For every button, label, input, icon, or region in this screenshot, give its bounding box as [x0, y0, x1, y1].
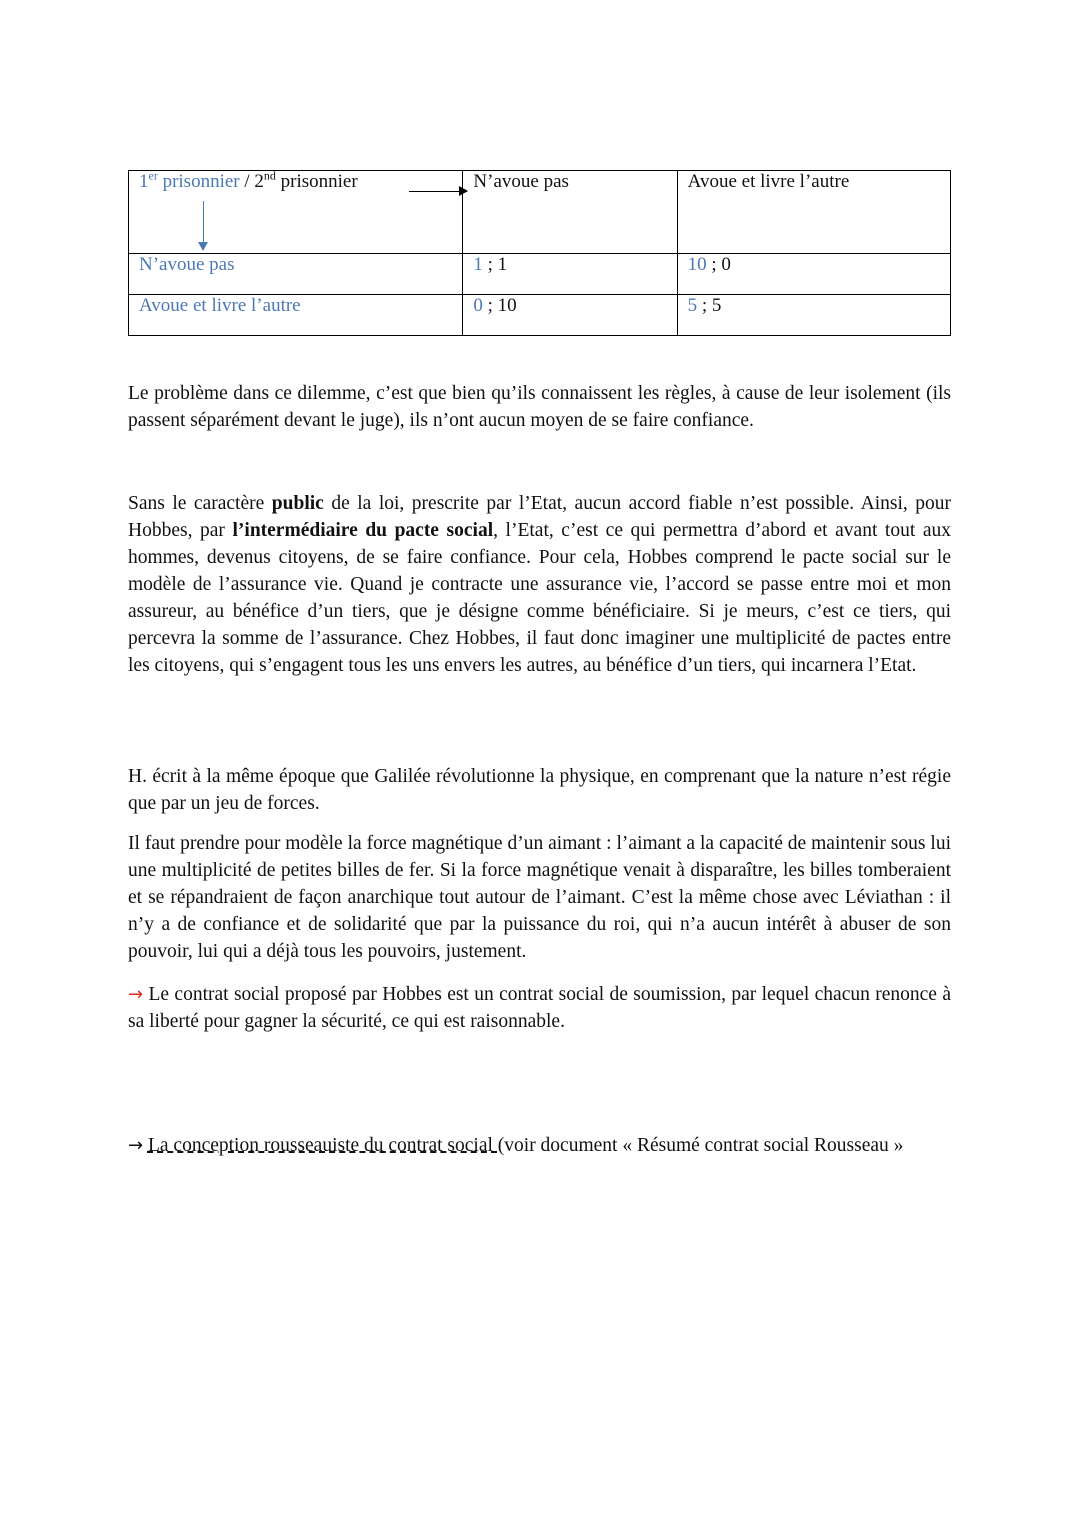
paragraph-public-law: Sans le caractère public de la loi, prescrite par l’Etat, aucun accord fiable n’est possible. Ainsi, pour Hobbes, par l’intermédiaire du pacte social, l’Etat, c’est ce qui permettra d’abord et avant tout aux hommes, devenus citoyens, de se faire confiance. Pour cela, Hobbes comprend le pacte social sur le modèle de l’assurance vie. Quand je contracte une assurance vie, l’accord se passe entre moi et mon assureur, au bénéfice d’un tiers, que je désigne comme bénéficiaire. Si je meurs, c’est ce tiers, qui percevra la somme de l’assurance. Chez Hobbes, il faut donc imaginer une multiplicité de pactes entre les citoyens, qui s’engagent tous les uns envers les autres, au bénéfice d’un tiers, qui incarnera l’Etat. — [128, 493, 951, 676]
table-header-row — [129, 171, 951, 254]
arrow-icon: → — [128, 1135, 144, 1156]
red-arrow-icon: → — [128, 984, 144, 1005]
header-col-no-confess: N’avoue pas — [463, 171, 677, 254]
prisoners-dilemma-table — [128, 170, 951, 336]
table-row — [129, 254, 951, 295]
header-corner-cell — [129, 168, 463, 254]
paragraph-dilemma: Le problème dans ce dilemme, c’est que bien qu’ils connaissent les règles, à cause de leur isolement (ils passent séparément devant le juge), ils n’ont aucun moyen de se faire confiance. — [128, 383, 951, 431]
prisoner1-label: 1er prisonnier — [139, 168, 240, 192]
slash-separator: / — [239, 171, 255, 192]
rousseau-link[interactable]: La conception rousseauiste du contrat social — [147, 1135, 498, 1156]
table-cell: 1 ; 1 — [463, 254, 677, 295]
header-col-confess: Avoue et livre l’autre — [677, 171, 950, 254]
table-cell: 0 ; 10 — [463, 295, 677, 336]
arrow-down-icon — [203, 201, 204, 249]
paragraph-conclusion: → Le contrat social proposé par Hobbes est un contrat social de soumission, par lequel chacun renonce à sa liberté pour gagner la sécurité, ce qui est raisonnable. — [128, 984, 951, 1032]
row-label: Avoue et livre l’autre — [129, 295, 463, 336]
paragraph-galileo: H. écrit à la même époque que Galilée révolutionne la physique, en comprenant que la nature n’est régie que par un jeu de forces. — [128, 766, 951, 814]
paragraph-rousseau: → La conception rousseauiste du contrat social (voir document « Résumé contrat social Rousseau » — [128, 1135, 904, 1156]
paragraph-magnet: Il faut prendre pour modèle la force magnétique d’un aimant : l’aimant a la capacité de maintenir sous lui une multiplicité de petites billes de fer. Si la force magnétique venait à disparaître, les billes tomberaient et se répandraient de façon anarchique tout autour de l’aimant. C’est la même chose avec Léviathan : il n’y a de confiance et de solidarité que par la puissance du roi, qui n’a aucun intérêt à abuser de son pouvoir, lui qui a déjà tous les pouvoirs, justement. — [128, 833, 951, 962]
table-cell: 10 ; 0 — [677, 254, 950, 295]
arrow-right-icon — [409, 191, 467, 192]
prisoner2-label: 2nd prisonnier — [254, 168, 358, 192]
table-row — [129, 295, 951, 336]
row-label: N’avoue pas — [129, 254, 463, 295]
table-cell: 5 ; 5 — [677, 295, 950, 336]
